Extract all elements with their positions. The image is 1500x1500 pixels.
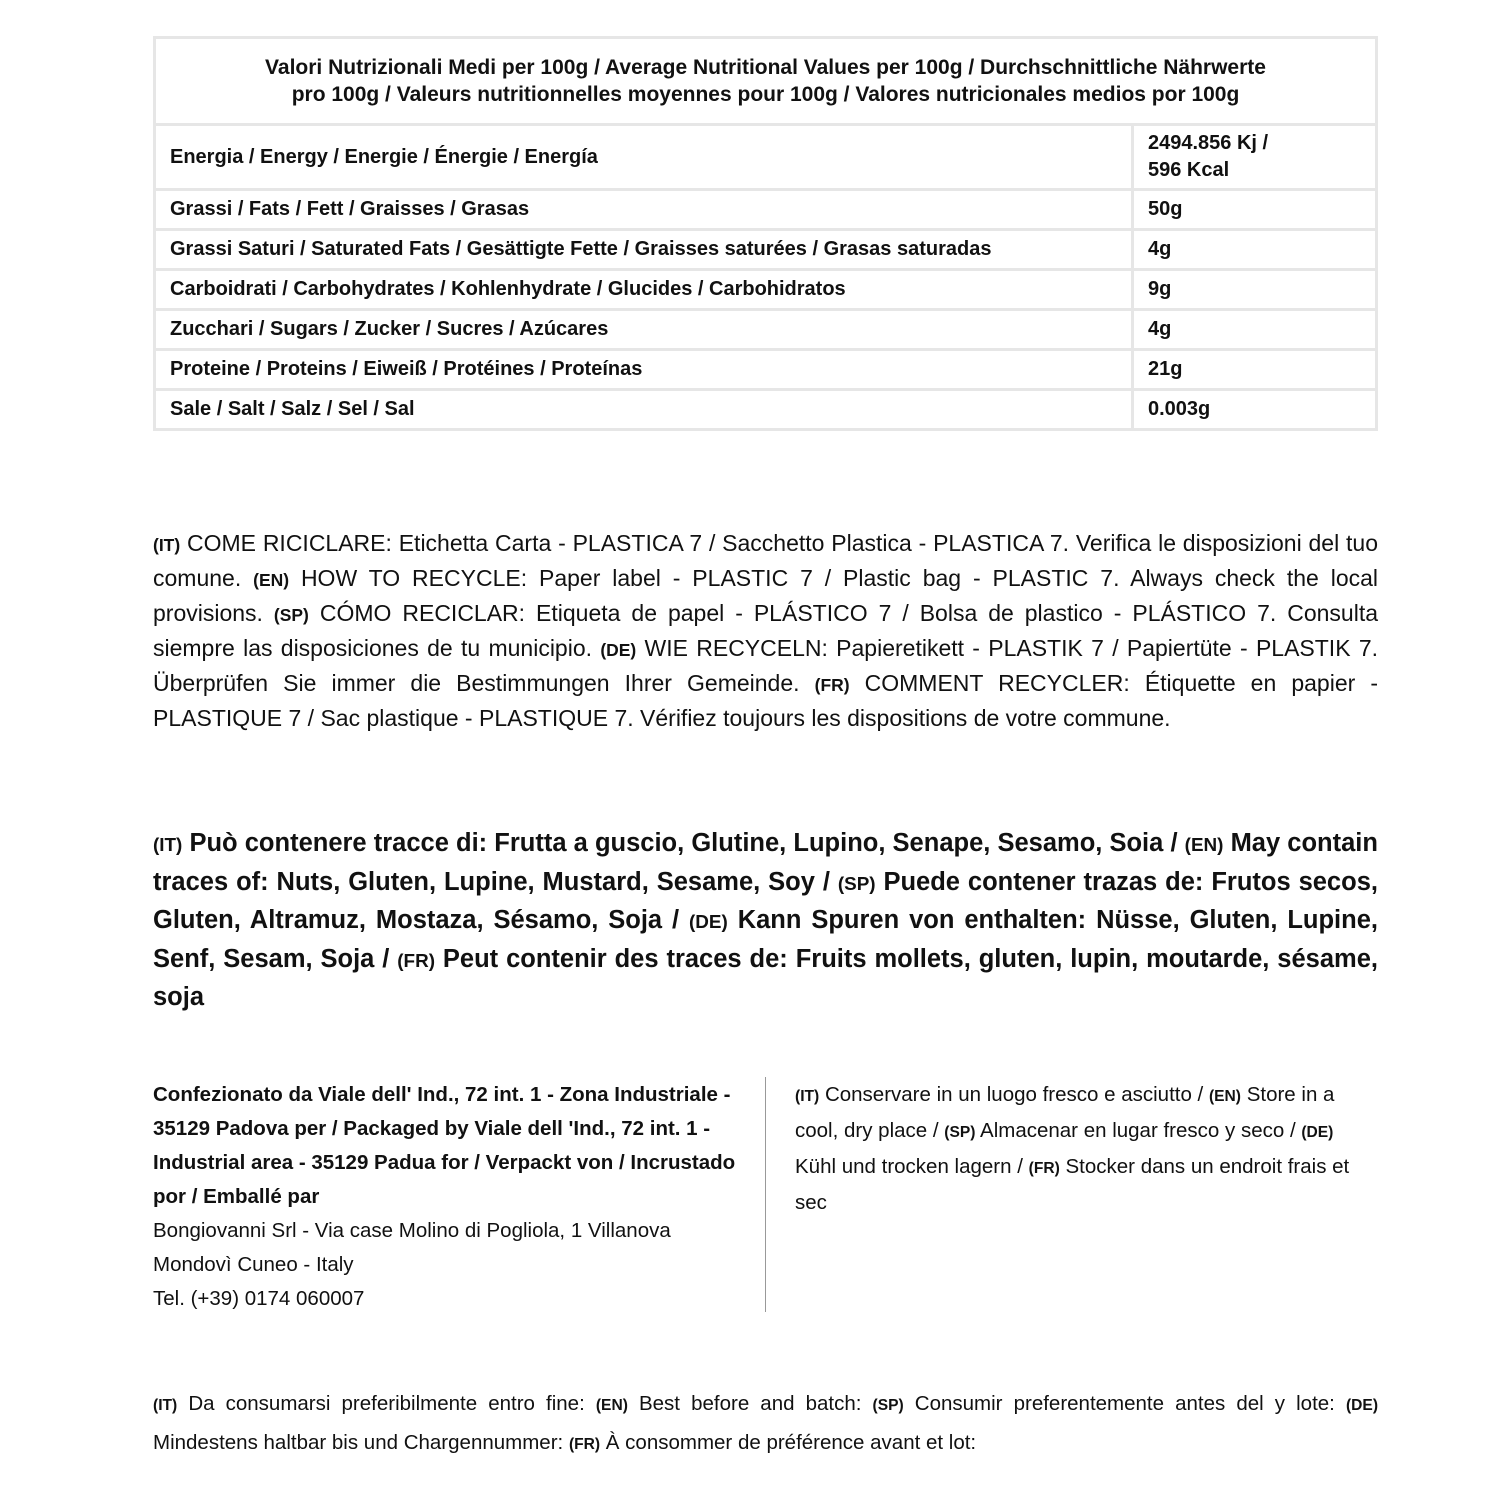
lang-tag-en: (EN): [595, 1397, 628, 1414]
lang-tag-sp: (SP): [273, 605, 309, 625]
packager-info: [153, 1078, 743, 1316]
lang-tag-en: (EN): [1208, 1088, 1241, 1105]
best-before-text-sp: Consumir preferentemente antes del y lote:: [914, 1392, 1335, 1415]
phone-number: Tel. (+39) 0174 060007: [153, 1287, 365, 1310]
lang-tag-fr: (FR): [397, 949, 435, 971]
best-before-text-it: Da consumarsi preferibilmente entro fine:: [188, 1392, 585, 1415]
energy-kj: 2494.856 Kj /: [1148, 132, 1269, 154]
nutrition-table: [153, 36, 1378, 431]
table-row-energy: [155, 125, 1377, 190]
storage-text-sp: Almacenar en lugar fresco y seco /: [980, 1119, 1296, 1142]
recycling-text-en: HOW TO RECYCLE: Paper label - PLASTIC 7 / Plastic bag - PLASTIC 7. Always check the local provisions.: [153, 565, 1379, 626]
column-divider: [765, 1077, 766, 1312]
nutrient-value: 0.003g: [1133, 390, 1377, 430]
lang-tag-en: (EN): [253, 570, 290, 590]
nutrient-value: [1133, 125, 1377, 190]
lang-tag-sp: (SP): [944, 1124, 976, 1141]
table-row-salt: [155, 390, 1377, 430]
nutrient-label: Zucchari / Sugars / Zucker / Sucres / Azúcares: [155, 310, 1133, 350]
nutrition-title-line1: Valori Nutrizionali Medi per 100g / Average Nutritional Values per 100g / Durchschnittliche Nährwerte: [265, 56, 1266, 79]
nutrient-value: 50g: [1133, 190, 1377, 230]
nutrient-label: Grassi / Fats / Fett / Graisses / Grasas: [155, 190, 1133, 230]
storage-instructions: [795, 1078, 1380, 1220]
lang-tag-en: (EN): [1184, 834, 1224, 855]
recycling-text-sp: CÓMO RECICLAR: Etiqueta de papel - PLÁSTICO 7 / Bolsa de plastico - PLÁSTICO 7. Consulta siempre las disposiciones de tu municipio.: [153, 600, 1379, 661]
lang-tag-fr: (FR): [568, 1436, 601, 1453]
allergen-warning: [153, 825, 1378, 1016]
lang-tag-it: (IT): [153, 834, 183, 855]
best-before-text-en: Best before and batch:: [638, 1392, 862, 1415]
table-row-proteins: [155, 350, 1377, 390]
allergen-text-fr: Peut contenir des traces de: Fruits mollets, gluten, lupin, moutarde, sésame, soja: [153, 944, 1378, 1011]
recycling-text-fr: COMMENT RECYCLER: Étiquette en papier - PLASTIQUE 7 / Sac plastique - PLASTIQUE 7. Vérifiez toujours les dispositions de votre commune.: [153, 670, 1379, 731]
storage-text-de: Kühl und trocken lagern /: [795, 1155, 1023, 1178]
recycling-text-it: COME RICICLARE: Etichetta Carta - PLASTICA 7 / Sacchetto Plastica - PLASTICA 7. Verifica le disposizioni del tuo comune.: [153, 530, 1379, 591]
recycling-instructions: [153, 527, 1378, 735]
lang-tag-it: (IT): [153, 1397, 178, 1414]
lang-tag-fr: (FR): [814, 675, 850, 695]
storage-text-it: Conservare in un luogo fresco e asciutto /: [824, 1083, 1204, 1106]
lang-tag-sp: (SP): [872, 1397, 904, 1414]
lang-tag-it: (IT): [795, 1088, 820, 1105]
table-row-sugars: [155, 310, 1377, 350]
company-address: Bongiovanni Srl - Via case Molino di Pogliola, 1 Villanova Mondovì Cuneo - Italy: [153, 1219, 671, 1276]
nutrient-label: Carboidrati / Carbohydrates / Kohlenhydrate / Glucides / Carbohidratos: [155, 270, 1133, 310]
nutrient-value: 21g: [1133, 350, 1377, 390]
lang-tag-de: (DE): [600, 640, 637, 660]
nutrient-value: 4g: [1133, 230, 1377, 270]
nutrient-label: Proteine / Proteins / Eiweiß / Protéines / Proteínas: [155, 350, 1133, 390]
table-row-fats: [155, 190, 1377, 230]
lang-tag-de: (DE): [689, 911, 728, 932]
lang-tag-de: (DE): [1301, 1124, 1334, 1141]
nutrition-table-title: [155, 38, 1377, 125]
lang-tag-fr: (FR): [1028, 1160, 1060, 1177]
storage-text-fr: Stocker dans un endroit frais et sec: [795, 1155, 1350, 1214]
table-row-saturated-fats: [155, 230, 1377, 270]
allergen-text-de: Kann Spuren von enthalten: Nüsse, Gluten, Lupine, Senf, Sesam, Soja /: [153, 906, 1378, 973]
best-before-info: [153, 1385, 1378, 1463]
nutrient-value: 4g: [1133, 310, 1377, 350]
lang-tag-sp: (SP): [837, 872, 876, 894]
best-before-text-fr: À consommer de préférence avant et lot:: [605, 1431, 977, 1454]
best-before-text-de: Mindestens haltbar bis und Chargennummer:: [153, 1431, 564, 1454]
nutrition-title-line2: pro 100g / Valeurs nutritionnelles moyennes pour 100g / Valores nutricionales medios por 100g: [291, 83, 1240, 106]
nutrient-label: Grassi Saturi / Saturated Fats / Gesättigte Fette / Graisses saturées / Grasas saturadas: [155, 230, 1133, 270]
energy-kcal: 596 Kcal: [1148, 159, 1230, 181]
lang-tag-it: (IT): [153, 535, 181, 555]
table-row-carbohydrates: [155, 270, 1377, 310]
nutrient-label: Sale / Salt / Salz / Sel / Sal: [155, 390, 1133, 430]
allergen-text-en: May contain traces of: Nuts, Gluten, Lupine, Mustard, Sesame, Soy /: [153, 829, 1378, 896]
allergen-text-it: Può contenere tracce di: Frutta a guscio, Glutine, Lupino, Senape, Sesamo, Soia /: [189, 829, 1178, 857]
nutrition-header-row: [155, 38, 1377, 125]
storage-text-en: Store in a cool, dry place /: [795, 1083, 1335, 1142]
nutrient-label: Energia / Energy / Energie / Énergie / Energía: [155, 125, 1133, 190]
recycling-text-de: WIE RECYCELN: Papieretikett - PLASTIK 7 / Papiertüte - PLASTIK 7. Überprüfen Sie immer die Bestimmungen Ihrer Gemeinde.: [153, 635, 1379, 696]
nutrient-value: 9g: [1133, 270, 1377, 310]
lang-tag-de: (DE): [1345, 1397, 1379, 1414]
allergen-text-sp: Puede contener trazas de: Frutos secos, Gluten, Altramuz, Mostaza, Sésamo, Soja /: [153, 867, 1378, 934]
packaged-by-text: Confezionato da Viale dell' Ind., 72 int. 1 - Zona Industriale - 35129 Padova per / Packaged by Viale dell 'Ind., 72 int. 1 - Industrial area - 35129 Padua for / Verpackt von / Incrustado por / Emballé par: [153, 1083, 736, 1208]
